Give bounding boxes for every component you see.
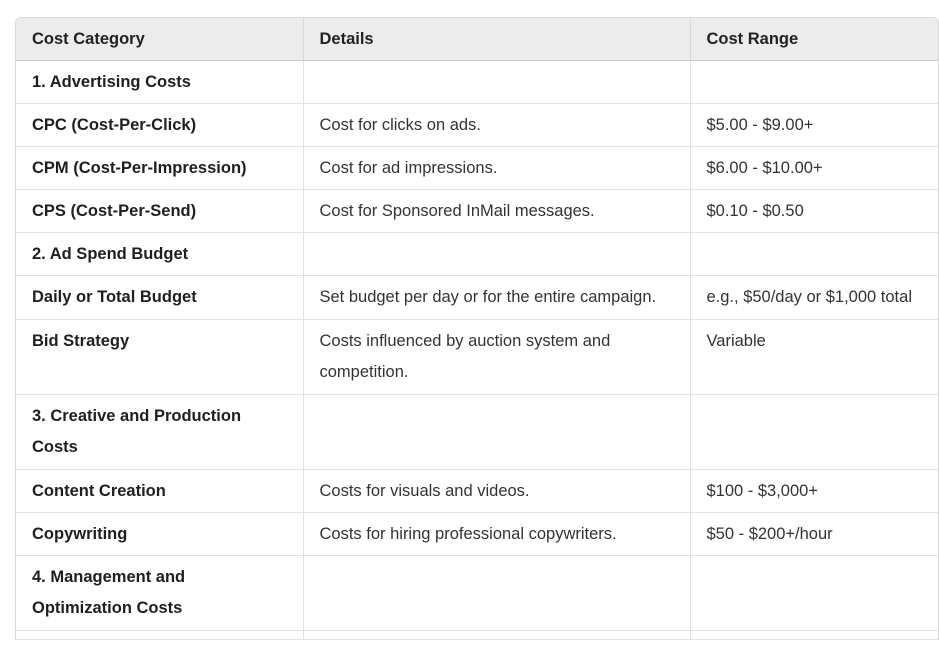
- cell-empty: [303, 631, 690, 640]
- cell-empty: [690, 631, 938, 640]
- cell-details: Set budget per day or for the entire campaign.: [303, 276, 690, 320]
- cell-details: [303, 233, 690, 276]
- cell-category: CPS (Cost-Per-Send): [16, 190, 303, 233]
- cell-range: $6.00 - $10.00+: [690, 147, 938, 190]
- cell-range: [690, 233, 938, 276]
- cell-details: [303, 61, 690, 104]
- cell-category: Daily or Total Budget: [16, 276, 303, 320]
- header-details: Details: [303, 18, 690, 61]
- cell-details: Costs for hiring professional copywriters.: [303, 513, 690, 556]
- table-row: [16, 470, 938, 513]
- table-row: [16, 190, 938, 233]
- cell-details: Costs influenced by auction system and competition.: [303, 320, 690, 395]
- cell-category: CPM (Cost-Per-Impression): [16, 147, 303, 190]
- cell-range: $100 - $3,000+: [690, 470, 938, 513]
- cell-empty: [16, 631, 303, 640]
- header-cost-category: Cost Category: [16, 18, 303, 61]
- table-row: [16, 320, 938, 395]
- cell-category: 2. Ad Spend Budget: [16, 233, 303, 276]
- cell-range: [690, 556, 938, 631]
- cell-range: [690, 395, 938, 470]
- table-row: [16, 61, 938, 104]
- cell-range: Variable: [690, 320, 938, 395]
- cell-details: Cost for Sponsored InMail messages.: [303, 190, 690, 233]
- cell-range: e.g., $50/day or $1,000 total: [690, 276, 938, 320]
- table-row: [16, 233, 938, 276]
- cell-range: [690, 61, 938, 104]
- table-row-partial: [16, 631, 938, 640]
- table-row: [16, 513, 938, 556]
- cell-range: $0.10 - $0.50: [690, 190, 938, 233]
- cell-category: CPC (Cost-Per-Click): [16, 104, 303, 147]
- table-row: [16, 395, 938, 470]
- cost-table-container: [15, 17, 939, 640]
- cell-details: Costs for visuals and videos.: [303, 470, 690, 513]
- cell-category: Copywriting: [16, 513, 303, 556]
- cell-category: 1. Advertising Costs: [16, 61, 303, 104]
- cell-range: $50 - $200+/hour: [690, 513, 938, 556]
- cell-details: Cost for clicks on ads.: [303, 104, 690, 147]
- cost-table: [16, 18, 938, 640]
- table-row: [16, 276, 938, 320]
- table-header-row: [16, 18, 938, 61]
- cell-details: Cost for ad impressions.: [303, 147, 690, 190]
- cell-category: Content Creation: [16, 470, 303, 513]
- cell-details: [303, 556, 690, 631]
- cell-category: Bid Strategy: [16, 320, 303, 395]
- cell-category: 3. Creative and Production Costs: [16, 395, 303, 470]
- table-row: [16, 104, 938, 147]
- table-row: [16, 147, 938, 190]
- cell-range: $5.00 - $9.00+: [690, 104, 938, 147]
- cell-category: 4. Management and Optimization Costs: [16, 556, 303, 631]
- cell-details: [303, 395, 690, 470]
- table-row: [16, 556, 938, 631]
- header-cost-range: Cost Range: [690, 18, 938, 61]
